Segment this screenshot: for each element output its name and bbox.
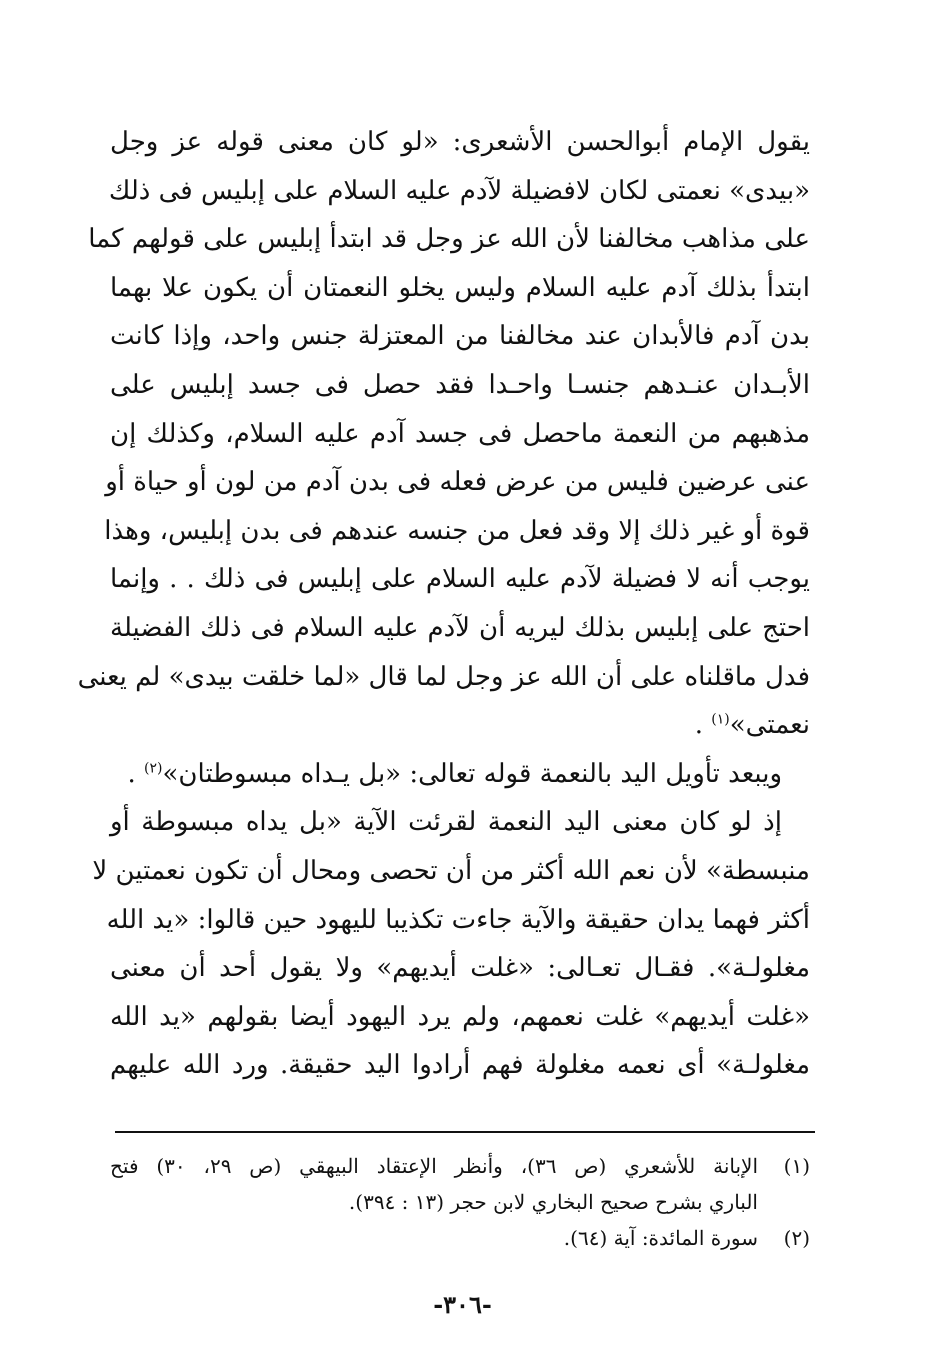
body-line: الأبـدان عنـدهم جنسـا واحـدا فقد حصل فى جسد إبليس على (110, 369, 810, 400)
footnote-ref-2: (٢) (144, 760, 163, 777)
footnote-1 (110, 1148, 810, 1184)
body-line: فدل ماقلناه على أن الله عز وجل لما قال «لما خلقت بيدى» لم يعنى (77, 661, 810, 692)
footnote-text: الإبانة للأشعري (ص ٣٦)، وأنظر الإعتقاد البيهقي (ص ٢٩، ٣٠) فتح (110, 1154, 759, 1178)
footnote-text: سورة المائدة: آية (٦٤). (563, 1226, 758, 1250)
footnote-ref-1: (١) (711, 711, 730, 728)
body-line: على مذاهب مخالفنا لأن الله عز وجل قد ابتدأ إبليس على قولهم كما (88, 224, 810, 255)
body-line: عنى عرضين فليس من عرض فعله فى بدن آدم من لون أو حياة أو (105, 467, 810, 498)
body-text (77, 118, 810, 1090)
body-line: أكثر فهما يدان حقيقة والآية جاءت تكذيبا لليهود حين قالوا: «يد الله (106, 904, 810, 935)
footnote-number: (٢) (783, 1226, 810, 1250)
body-line: يقول الإمام أبوالحسن الأشعرى: «لو كان معنى قوله عز وجل (110, 127, 810, 157)
body-line-with-footnote-ref (110, 701, 810, 750)
body-line: احتج على إبليس بذلك ليريه أن لآدم عليه السلام فى ذلك الفضيلة (110, 612, 810, 643)
period: . (127, 758, 136, 789)
body-line-text: نعمتى» (729, 710, 810, 741)
body-line: مذهبهم من النعمة ماحصل فى جسد آدم عليه السلام، وكذلك إن (110, 418, 810, 449)
body-line: منبسطة» لأن نعم الله أكثر من أن تحصى ومحال أن تكون نعمتين لا (92, 855, 810, 886)
body-line: مغلولـة» أى نعمه مغلولة فهم أرادوا اليد حقيقة. ورد الله عليهم (110, 1050, 810, 1081)
body-line: «غلت أيديهم» غلت نعمهم، ولم يرد اليهود أيضا بقولهم «يد الله (110, 1001, 810, 1032)
body-line: قوة أو غير ذلك إلا وقد فعل من جنسه عندهم فى بدن إبليس، وهذا (104, 515, 810, 546)
body-line: إذ لو كان معنى اليد النعمة لقرئت الآية «بل يداه مبسوطة أو (110, 807, 782, 838)
period: . (694, 710, 704, 741)
footnote-1-continuation: الباري بشرح صحيح البخاري لابن حجر (١٣ : ٣٩٤). (348, 1190, 758, 1214)
footnote-2 (110, 1220, 810, 1256)
page-number: -٣٠٦- (433, 1290, 492, 1319)
body-line: ابتدأ بذلك آدم عليه السلام وليس يخلو النعمتان أن يكون علا بهما (110, 272, 810, 303)
footnote-number: (١) (783, 1154, 811, 1178)
body-line: مغلولـة». فقـال تعـالى: «غلت أيديهم» ولا يقول أحد أن معنى (110, 953, 810, 984)
footnote-separator (115, 1131, 815, 1133)
body-line-with-footnote-ref (110, 750, 810, 799)
body-line: «بيدى» نعمتى لكان لافضيلة لآدم عليه السلام على إبليس فى ذلك (108, 175, 810, 206)
body-line-text: ويبعد تأويل اليد بالنعمة قوله تعالى: «بل يـداه مبسوطتان» (162, 758, 782, 789)
footnotes (110, 1148, 810, 1256)
body-line: بدن آدم فالأبدان عند مخالفنا من المعتزلة جنس واحد، وإذا كانت (110, 321, 810, 352)
body-line: يوجب أنه لا فضيلة لآدم عليه السلام على إبليس فى ذلك . . وإنما (110, 564, 810, 595)
